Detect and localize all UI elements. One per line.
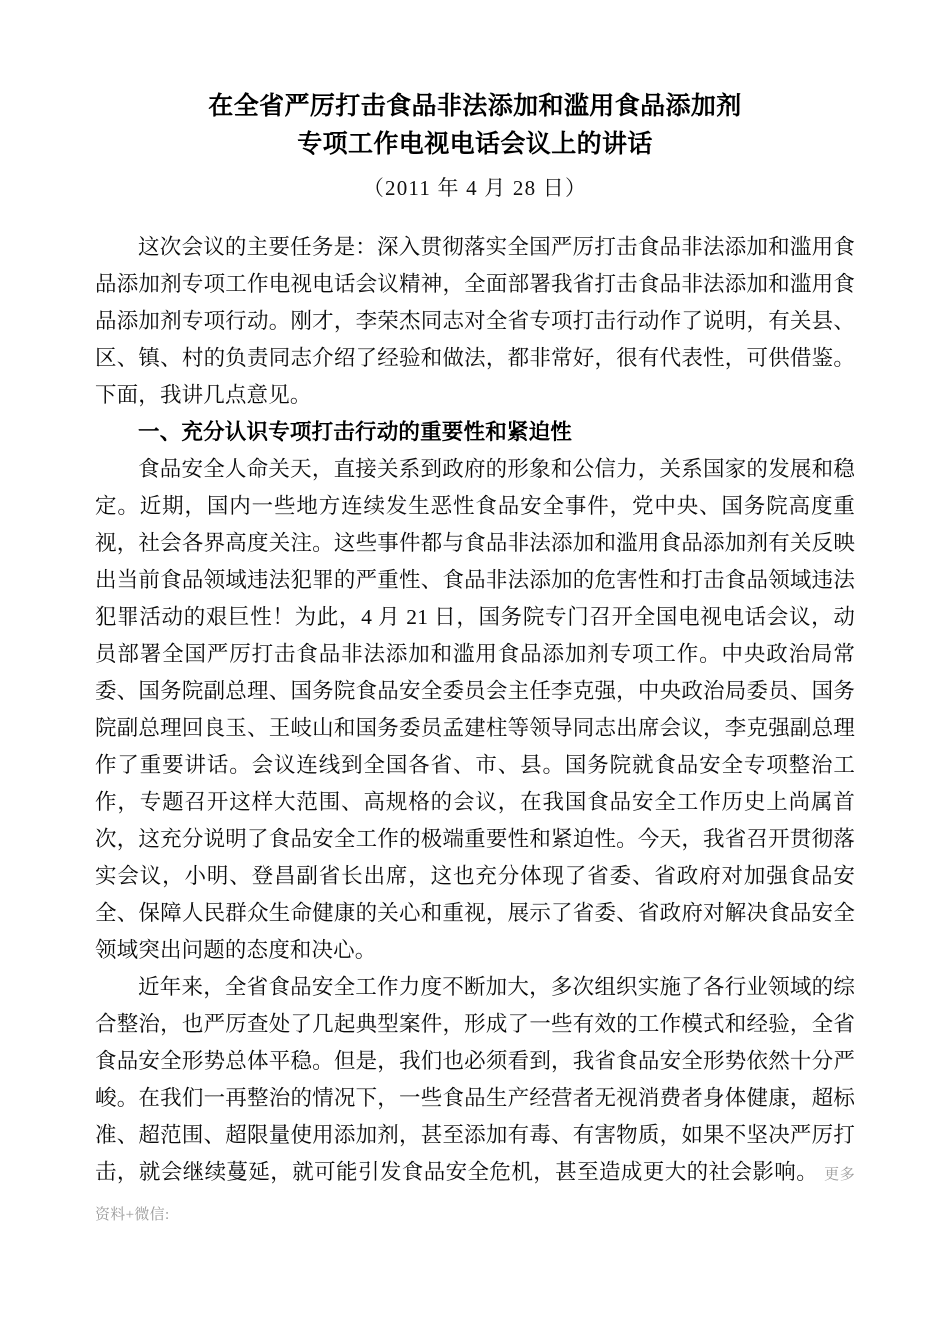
paragraph-section1-body2-text: 近年来，全省食品安全工作力度不断加大，多次组织实施了各行业领域的综合整治，也严厉查处了几起典型案件，形成了一些有效的工作模式和经验，全省食品安全形势总体平稳。但是，我们也必须看到，我省食品安全形势依然十分严峻。在我们一再整治的情况下，一些食品生产经营者无视消费者身体健康，超标准、超范围、超限量使用添加剂，甚至添加有毒、有害物质，如果不坚决严厉打击，就会继续蔓延，就可能引发食品安全危机，甚至造成更大的社会影响。	[95, 975, 855, 1184]
document-date-line: （2011 年 4 月 28 日）	[362, 176, 588, 200]
paragraph-section1-body2	[95, 969, 855, 1234]
document-title-line-1: 在全省严厉打击食品非法添加和滥用食品添加剂	[208, 93, 742, 120]
document-title-block	[95, 0, 855, 203]
document-body	[95, 229, 855, 1234]
section-heading-1: 一、充分认识专项打击行动的重要性和紧迫性	[138, 420, 573, 444]
paragraph-section1-body1: 食品安全人命关天，直接关系到政府的形象和公信力，关系国家的发展和稳定。近期，国内一些地方连续发生恶性食品安全事件，党中央、国务院高度重视，社会各界高度关注。这些事件都与食品非法添加和滥用食品添加剂有关反映出当前食品领域违法犯罪的严重性、食品非法添加的危害性和打击食品领域违法犯罪活动的艰巨性！为此，4 月 21 日，国务院专门召开全国电视电话会议，动员部署全国严厉打击食品非法添加和滥用食品添加剂专项工作。中央政治局常委、国务院副总理、国务院食品安全委员会主任李克强，中央政治局委员、国务院副总理回良玉、王岐山和国务委员孟建柱等领导同志出席会议，李克强副总理作了重要讲话。会议连线到全国各省、市、县。国务院就食品安全专项整治工作，专题召开这样大范围、高规格的会议，在我国食品安全工作历史上尚属首次，这充分说明了食品安全工作的极端重要性和紧迫性。今天，我省召开贯彻落实会议，小明、登昌副省长出席，这也充分体现了省委、省政府对加强食品安全、保障人民群众生命健康的关心和重视，展示了省委、省政府对解决食品安全领域突出问题的态度和决心。	[95, 457, 855, 962]
watermark-note: 更多资料+微信:	[95, 1167, 855, 1223]
page-content-column	[95, 0, 855, 1234]
document-title-line-2: 专项工作电视电话会议上的讲话	[297, 131, 653, 158]
paragraph-intro: 这次会议的主要任务是：深入贯彻落实全国严厉打击食品非法添加和滥用食品添加剂专项工作电视电话会议精神，全面部署我省打击食品非法添加和滥用食品添加剂专项行动。刚才，李荣杰同志对全省专项打击行动作了说明，有关县、区、镇、村的负责同志介绍了经验和做法，都非常好，很有代表性，可供借鉴。下面，我讲几点意见。	[95, 235, 855, 407]
